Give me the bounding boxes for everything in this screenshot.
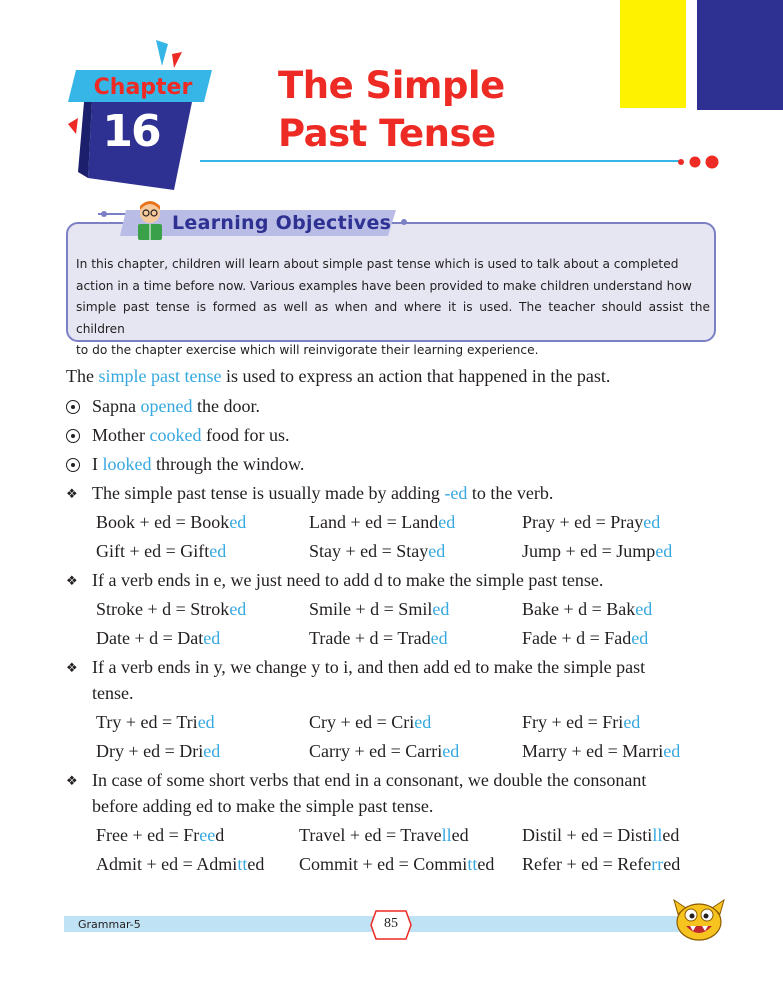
verb-example-base: Refer + ed = Refe	[522, 854, 652, 874]
example-highlight: cooked	[149, 425, 202, 445]
verb-example	[96, 825, 224, 846]
rule-text: before adding ed to make the simple past tense.	[92, 796, 434, 816]
page-title-line-1: The Simple	[278, 64, 505, 107]
example-text: Sapna	[92, 396, 141, 416]
verb-example-highlight: ed	[428, 541, 446, 561]
learning-objectives-line: In this chapter, children will learn about simple past tense which is used to talk about a completed	[76, 257, 679, 271]
verb-example-highlight: ed	[631, 628, 649, 648]
verb-example-base: Dry + ed = Dri	[96, 741, 204, 761]
verb-example-base: Land + ed = Land	[309, 512, 439, 532]
verb-example-highlight: ll	[652, 825, 663, 845]
rule-text: In case of some short verbs that end in a consonant, we double the consonant	[92, 770, 647, 790]
example-sentence	[92, 425, 289, 446]
diamond-bullet-icon: ❖	[66, 661, 78, 676]
verb-example-base: Gift + ed = Gift	[96, 541, 210, 561]
title-underline	[200, 160, 680, 162]
verb-example-highlight: tt	[237, 854, 248, 874]
rule-text: tense.	[92, 683, 134, 703]
diamond-bullet-icon: ❖	[66, 487, 78, 502]
circle-bullet-icon	[66, 429, 80, 443]
learning-objectives-line: simple past tense is formed as well as when and where it is used. The teacher should assist the children	[76, 300, 710, 336]
verb-example	[96, 512, 246, 533]
verb-example-highlight: ed	[442, 741, 460, 761]
example-text: the door.	[192, 396, 260, 416]
verb-example	[522, 741, 680, 762]
verb-example	[522, 599, 652, 620]
reading-boy-icon	[132, 200, 168, 242]
verb-example	[299, 854, 494, 875]
verb-example	[309, 599, 449, 620]
example-highlight: looked	[102, 454, 152, 474]
verb-example-tail: ed	[663, 854, 681, 874]
verb-example	[309, 741, 459, 762]
verb-example-highlight: ed	[635, 599, 653, 619]
verb-example-base: Travel + ed = Trave	[299, 825, 442, 845]
verb-example	[96, 541, 226, 562]
rule-text-part: The simple past tense is usually made by adding	[92, 483, 445, 503]
verb-example-tail: ed	[662, 825, 680, 845]
yellow-monster-mascot-icon	[672, 896, 726, 942]
verb-example-highlight: ed	[229, 512, 247, 532]
verb-example-highlight: ed	[197, 712, 215, 732]
verb-example-base: Trade + d = Trad	[309, 628, 431, 648]
verb-example-highlight: ed	[643, 512, 661, 532]
verb-example-base: Stay + ed = Stay	[309, 541, 429, 561]
verb-example-base: Book + ed = Book	[96, 512, 230, 532]
verb-example	[299, 825, 469, 846]
diamond-bullet-icon: ❖	[66, 774, 78, 789]
verb-example	[522, 628, 648, 649]
verb-example-base: Bake + d = Bak	[522, 599, 636, 619]
intro-text: The	[66, 366, 99, 386]
rule-text	[92, 483, 553, 504]
title-dots-decoration	[676, 154, 722, 170]
verb-example-base: Admit + ed = Admi	[96, 854, 238, 874]
verb-example-highlight: ll	[441, 825, 452, 845]
rule-text: If a verb ends in e, we just need to add d to make the simple past tense.	[92, 570, 604, 590]
verb-example	[96, 712, 215, 733]
verb-example-highlight: ed	[209, 541, 227, 561]
learning-objectives-title: Learning Objectives	[172, 212, 392, 234]
example-sentence	[92, 454, 304, 475]
verb-example-base: Distil + ed = Disti	[522, 825, 653, 845]
verb-example-highlight: ed	[229, 599, 247, 619]
verb-example	[522, 512, 660, 533]
learning-objectives-line: to do the chapter exercise which will reinvigorate their learning experience.	[76, 343, 539, 357]
verb-example-highlight: ed	[432, 599, 450, 619]
verb-example	[522, 825, 679, 846]
intro-sentence	[66, 366, 610, 387]
verb-example	[96, 741, 220, 762]
diamond-bullet-icon: ❖	[66, 574, 78, 589]
verb-example-base: Pray + ed = Pray	[522, 512, 644, 532]
verb-example-base: Carry + ed = Carri	[309, 741, 443, 761]
learning-objectives-line: action in a time before now. Various examples have been provided to make children understand how	[76, 278, 692, 293]
verb-example-tail: d	[215, 825, 225, 845]
verb-example	[309, 628, 448, 649]
verb-example-highlight: ed	[623, 712, 641, 732]
example-highlight: opened	[140, 396, 193, 416]
verb-example	[96, 628, 220, 649]
verb-example-base: Smile + d = Smil	[309, 599, 433, 619]
verb-example	[96, 599, 246, 620]
verb-example-highlight: ed	[203, 741, 221, 761]
verb-example-highlight: ee	[199, 825, 216, 845]
verb-example-base: Stroke + d = Strok	[96, 599, 230, 619]
example-text: Mother	[92, 425, 150, 445]
verb-example-base: Date + d = Dat	[96, 628, 204, 648]
verb-example-base: Try + ed = Tri	[96, 712, 198, 732]
verb-example-highlight: ed	[655, 541, 673, 561]
example-text: I	[92, 454, 103, 474]
verb-example-tail: ed	[477, 854, 495, 874]
example-sentence	[92, 396, 260, 417]
verb-example-highlight: ed	[663, 741, 681, 761]
verb-example	[522, 712, 640, 733]
corner-yellow-block	[620, 0, 686, 108]
learning-objectives-text	[76, 254, 710, 362]
chapter-number: 16	[102, 106, 160, 157]
verb-example-highlight: ed	[203, 628, 221, 648]
footer-book-title: Grammar-5	[78, 918, 141, 931]
verb-example-highlight: ed	[430, 628, 448, 648]
intro-highlight: simple past tense	[98, 366, 222, 386]
verb-example-tail: ed	[247, 854, 265, 874]
page-number: 85	[384, 916, 398, 931]
rule-text: If a verb ends in y, we change y to i, and then add ed to make the simple past	[92, 657, 646, 677]
example-text: food for us.	[201, 425, 290, 445]
verb-example-base: Fry + ed = Fri	[522, 712, 624, 732]
verb-example-highlight: rr	[651, 854, 664, 874]
verb-example	[309, 541, 445, 562]
verb-example	[96, 854, 264, 875]
intro-text: is used to express an action that happened in the past.	[221, 366, 611, 386]
chapter-label: Chapter	[93, 75, 193, 100]
verb-example-base: Cry + ed = Cri	[309, 712, 415, 732]
rule-text-part: to the verb.	[467, 483, 554, 503]
verb-example-highlight: ed	[438, 512, 456, 532]
verb-example-base: Fade + d = Fad	[522, 628, 632, 648]
verb-example	[522, 854, 680, 875]
verb-example	[309, 712, 431, 733]
corner-navy-block	[697, 0, 783, 110]
rule-highlight: -ed	[444, 483, 468, 503]
verb-example-base: Commit + ed = Commi	[299, 854, 468, 874]
verb-example-tail: ed	[451, 825, 469, 845]
verb-example-base: Marry + ed = Marri	[522, 741, 664, 761]
circle-bullet-icon	[66, 458, 80, 472]
example-text: through the window.	[151, 454, 305, 474]
verb-example	[522, 541, 672, 562]
verb-example-highlight: ed	[414, 712, 432, 732]
verb-example-base: Free + ed = Fr	[96, 825, 200, 845]
verb-example	[309, 512, 455, 533]
page-title-line-2: Past Tense	[278, 112, 496, 155]
verb-example-highlight: tt	[467, 854, 478, 874]
circle-bullet-icon	[66, 400, 80, 414]
verb-example-base: Jump + ed = Jump	[522, 541, 656, 561]
